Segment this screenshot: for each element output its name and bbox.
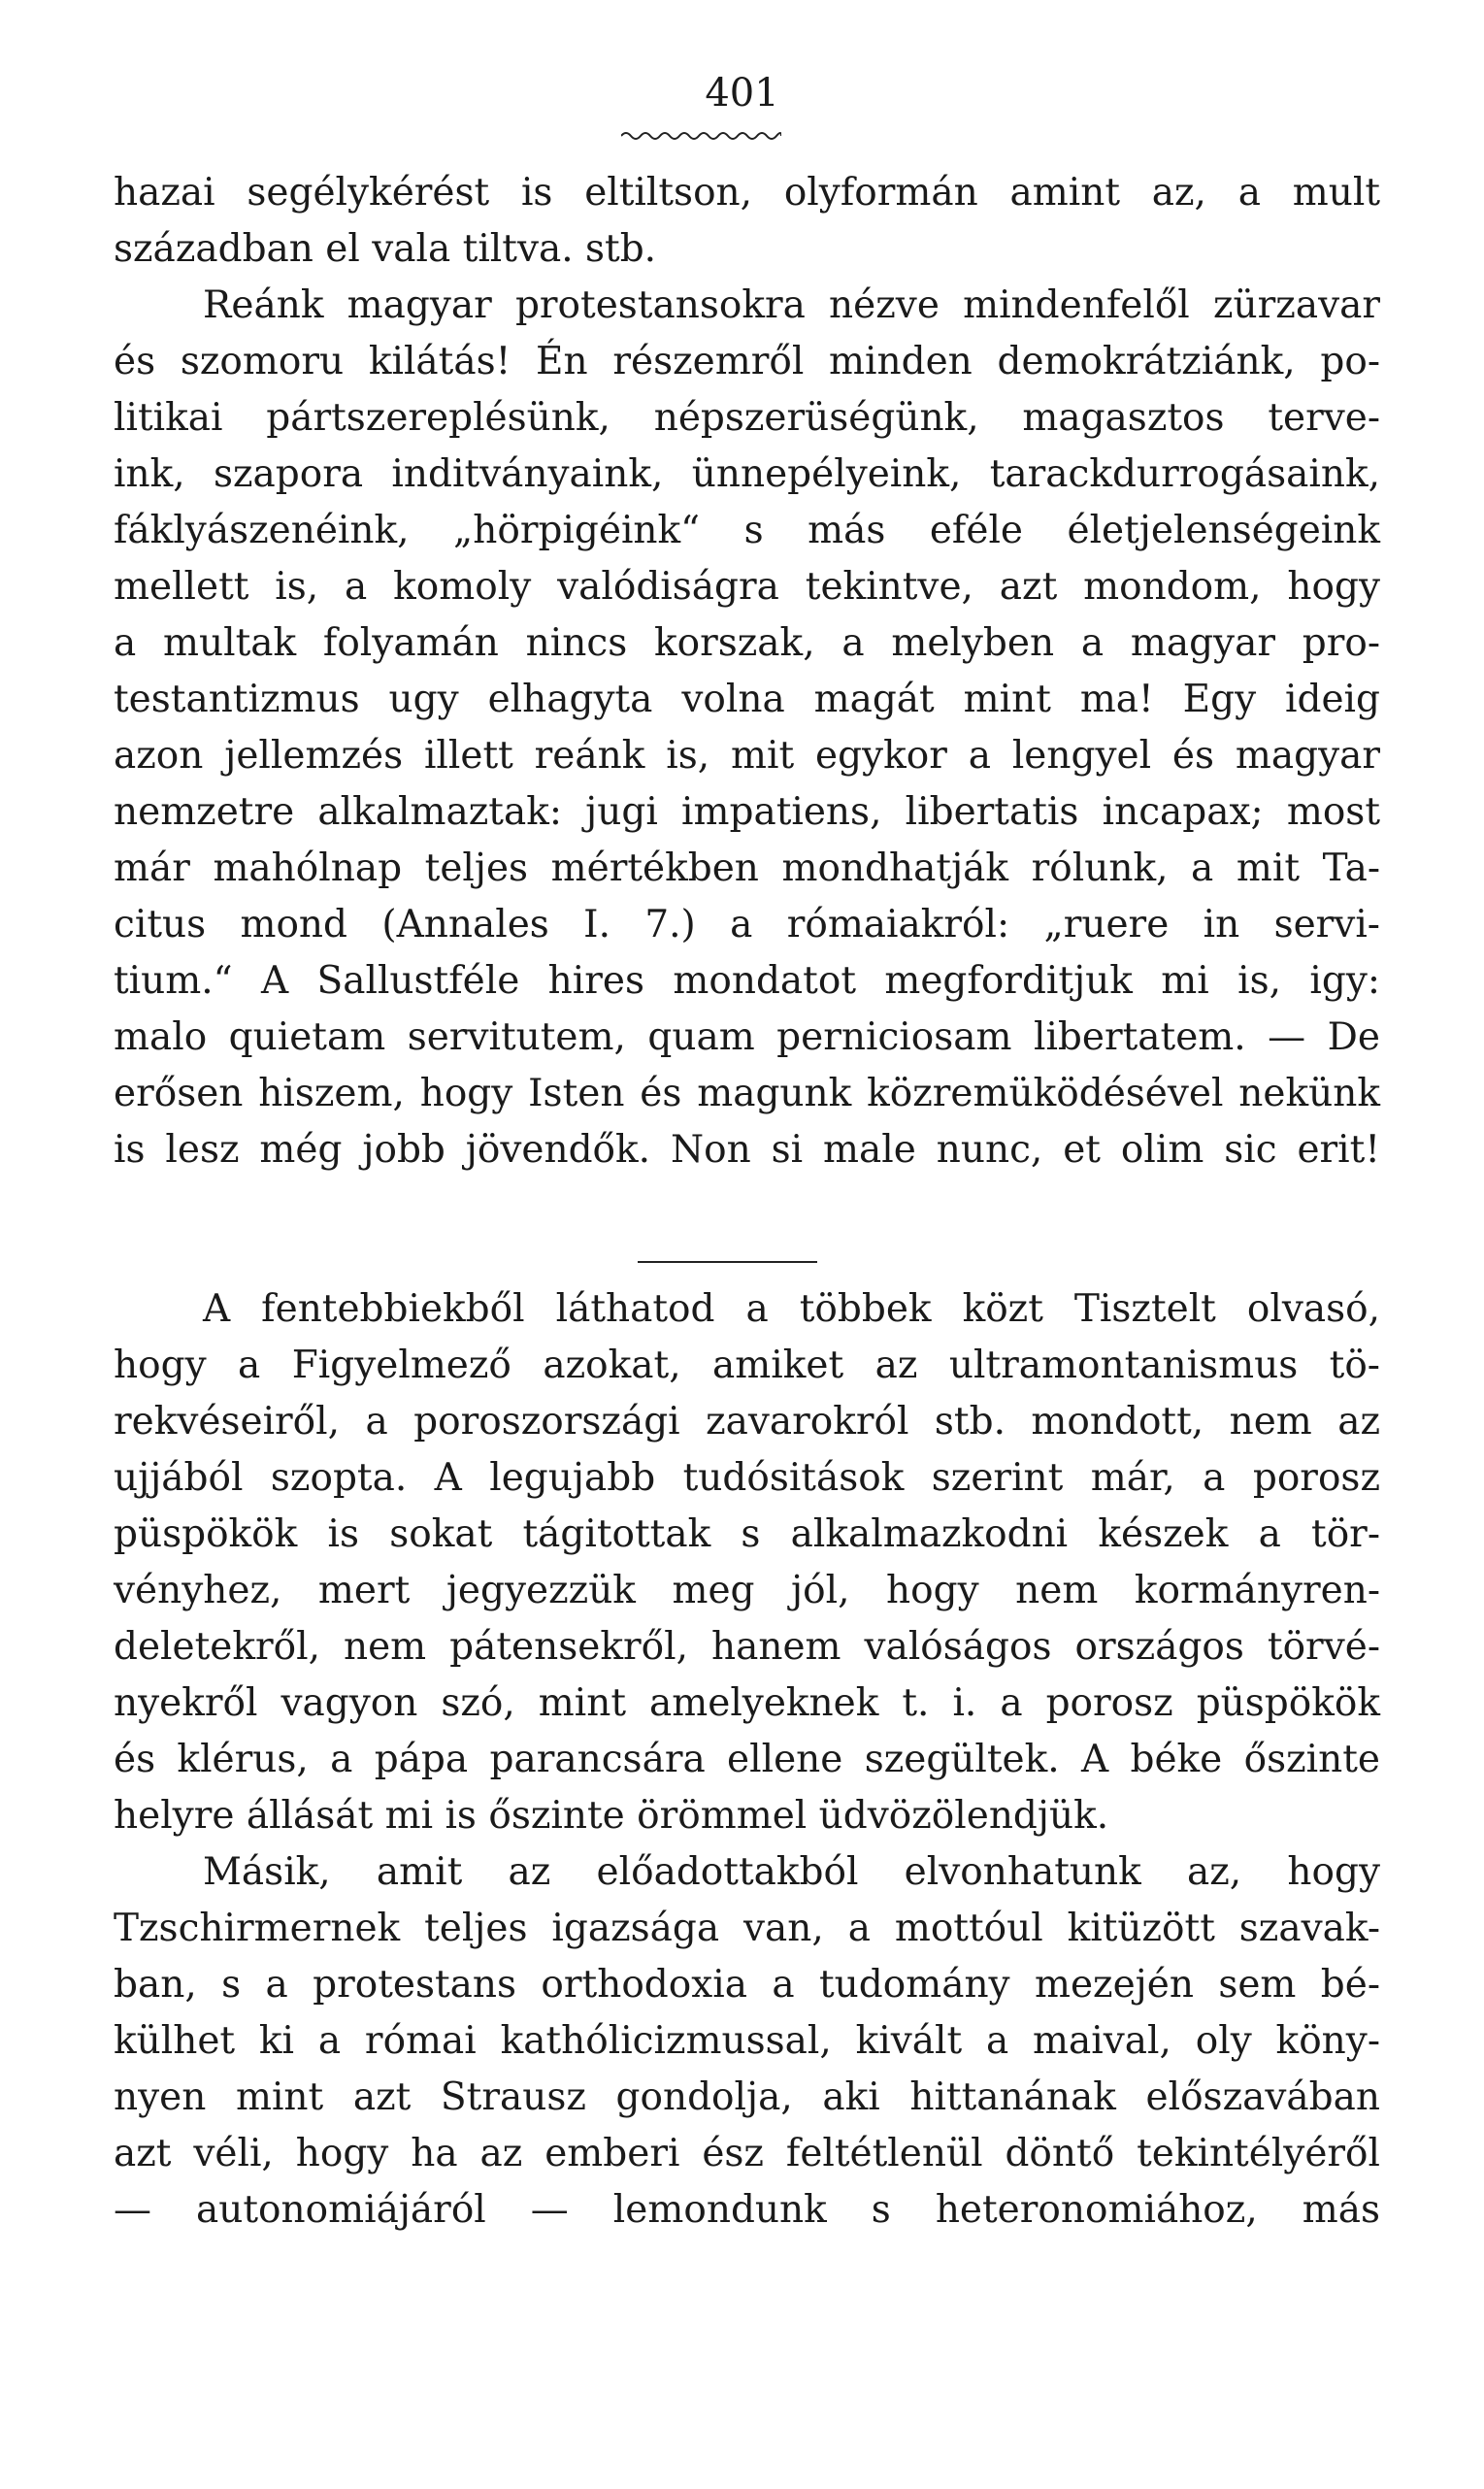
paragraph-line: A fentebbiekből láthatod a többek közt Tisztelt olvasó, [203,1287,1380,1331]
text-block-bottom [114,1281,1380,2239]
paragraph-line: ban, s a protestans orthodoxia a tudomány mezején sem bé- [114,1963,1380,2007]
paragraph-line: erősen hiszem, hogy Isten és magunk közremüködésével nekünk [114,1072,1380,1115]
paragraph-line: malo quietam servitutem, quam perniciosam libertatem. — De [114,1015,1380,1059]
paragraph-line: helyre állását mi is őszinte örömmel üdvözölendjük. [114,1794,1109,1838]
paragraph-line: vényhez, mert jegyezzük meg jól, hogy nem kormányren- [114,1569,1380,1612]
paragraph-1 [114,165,1380,278]
text-block-top [114,165,1380,1178]
paragraph-line: azt véli, hogy ha az emberi ész feltétlenül döntő tekintélyéről [114,2132,1380,2175]
paragraph-4 [114,1844,1380,2239]
paragraph-line: rekvéseiről, a poroszországi zavarokról stb. mondott, nem az [114,1400,1380,1444]
paragraph-line: litikai pártszereplésünk, népszerüségünk, magasztos terve- [114,396,1380,440]
paragraph-line: már mahólnap teljes mértékben mondhatják rólunk, a mit Ta- [114,846,1380,890]
page-number-wavy-underline [621,130,781,142]
paragraph-line: Másik, amit az előadottakból elvonhatunk az, hogy [203,1850,1380,1894]
paragraph-line: nemzetre alkalmaztak: jugi impatiens, libertatis incapax; most [114,790,1380,834]
paragraph-2 [114,278,1380,1178]
paragraph-line: nyen mint azt Strausz gondolja, aki hittanának előszavában [114,2075,1380,2119]
paragraph-line: testantizmus ugy elhagyta volna magát mint ma! Egy ideig [114,678,1380,721]
paragraph-line: Reánk magyar protestansokra nézve mindenfelől zürzavar [203,283,1380,327]
paragraph-line: században el vala tiltva. stb. [114,227,657,271]
page-number: 401 [705,71,779,116]
paragraph-line: és szomoru kilátás! Én részemről minden demokrátziánk, po- [114,340,1380,383]
paragraph-line: hazai segélykérést is eltiltson, olyformán amint az, a mult [114,171,1380,215]
paragraph-line: hogy a Figyelmező azokat, amiket az ultramontanismus tö- [114,1344,1380,1387]
paragraph-line: tium.“ A Sallustféle hires mondatot megforditjuk mi is, igy: [114,959,1380,1003]
paragraph-line: nyekről vagyon szó, mint amelyeknek t. i. a porosz püspökök [114,1681,1380,1725]
paragraph-line: ujjából szopta. A legujabb tudósitások szerint már, a porosz [114,1456,1380,1500]
paragraph-3 [114,1281,1380,1844]
paragraph-line: a multak folyamán nincs korszak, a melyben a magyar pro- [114,621,1380,665]
paragraph-line: Tzschirmernek teljes igazsága van, a mottóul kitüzött szavak- [114,1907,1380,1950]
paragraph-line: külhet ki a római kathólicizmussal, kivált a maival, oly köny- [114,2019,1380,2063]
paragraph-line: püspökök is sokat tágitottak s alkalmazkodni készek a tör- [114,1512,1380,1556]
paragraph-line: ink, szapora inditványaink, ünnepélyeink, tarackdurrogásaink, [114,452,1380,496]
paragraph-line: is lesz még jobb jövendők. Non si male nunc, et olim sic erit! [114,1128,1380,1172]
paragraph-line: és klérus, a pápa parancsára ellene szegültek. A béke őszinte [114,1738,1380,1781]
section-separator-rule [638,1261,817,1263]
paragraph-line: citus mond (Annales I. 7.) a rómaiakról: „ruere in servi- [114,903,1380,946]
paragraph-line: fáklyászenéink, „hörpigéink“ s más eféle életjelenségeink [114,509,1380,552]
paragraph-line: deletekről, nem pátensekről, hanem valóságos országos törvé- [114,1625,1380,1669]
paragraph-line: mellett is, a komoly valódiságra tekintve, azt mondom, hogy [114,565,1380,609]
paragraph-line: azon jellemzés illett reánk is, mit egykor a lengyel és magyar [114,734,1380,778]
paragraph-line: — autonomiájáról — lemondunk s heteronomiához, más [114,2188,1380,2232]
